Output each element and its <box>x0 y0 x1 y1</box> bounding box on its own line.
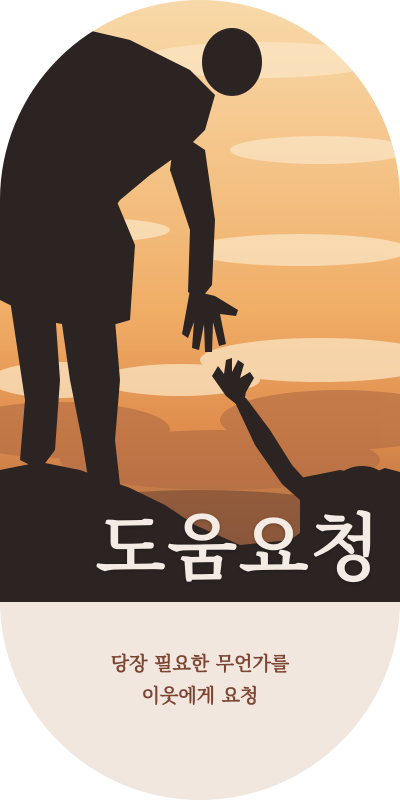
card-title: 도움요청 <box>95 506 382 590</box>
subtitle-line-1: 당장 필요한 무언가를 <box>110 653 290 675</box>
subtitle-line-2: 이웃에게 요청 <box>141 685 259 707</box>
card-subtitle <box>0 648 400 712</box>
